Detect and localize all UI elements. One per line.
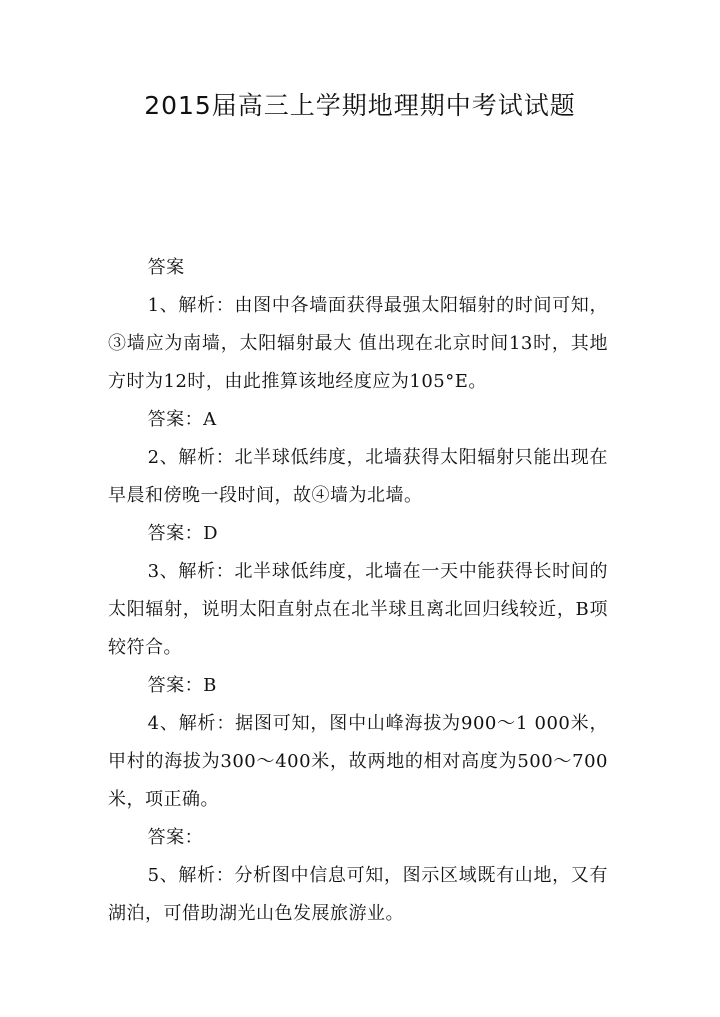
document-body [108, 249, 608, 933]
analysis-paragraph-5: 5、解析：分析图中信息可知，图示区域既有山地，又有湖泊，可借助湖光山色发展旅游业。 [108, 865, 608, 924]
analysis-paragraph-4: 4、解析：据图可知，图中山峰海拔为900～1 000米，甲村的海拔为300～400米，故两地的相对高度为500～700米，项正确。 [108, 713, 608, 810]
answer-line-2: 答案：D [147, 523, 219, 544]
answer-line-3: 答案：B [147, 675, 217, 696]
answer-heading: 答案 [147, 257, 185, 278]
answer-line-1: 答案：A [147, 409, 217, 430]
analysis-paragraph-2: 2、解析：北半球低纬度，北墙获得太阳辐射只能出现在早晨和傍晚一段时间，故④墙为北墙。 [108, 447, 608, 506]
analysis-paragraph-3: 3、解析：北半球低纬度，北墙在一天中能获得长时间的太阳辐射，说明太阳直射点在北半球且离北回归线较近，B项较符合。 [108, 561, 608, 658]
answer-line-4: 答案： [147, 827, 204, 848]
document-title: 2015届高三上学期地理期中考试试题 [144, 91, 576, 120]
analysis-paragraph-1: 1、解析：由图中各墙面获得最强太阳辐射的时间可知，③墙应为南墙，太阳辐射最大 值出现在北京时间13时，其地方时为12时，由此推算该地经度应为105°E。 [108, 295, 608, 392]
